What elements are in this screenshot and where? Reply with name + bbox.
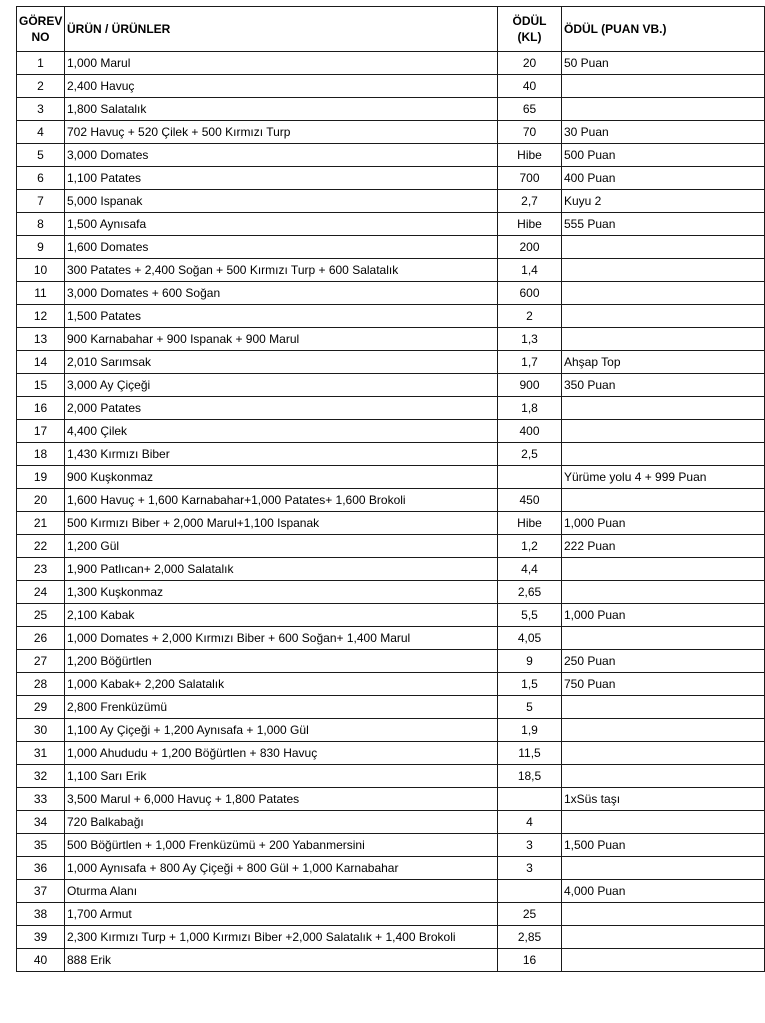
odul-kl-cell: 4,05 bbox=[498, 627, 562, 650]
odul-puan-cell: 555 Puan bbox=[562, 213, 765, 236]
odul-kl-cell: 1,4 bbox=[498, 259, 562, 282]
urun-cell: 1,600 Domates bbox=[65, 236, 498, 259]
odul-puan-cell bbox=[562, 742, 765, 765]
odul-kl-cell: 16 bbox=[498, 949, 562, 972]
odul-puan-cell bbox=[562, 397, 765, 420]
urun-cell: 1,100 Ay Çiçeği + 1,200 Aynısafa + 1,000 Gül bbox=[65, 719, 498, 742]
odul-puan-cell bbox=[562, 328, 765, 351]
gorev-no-cell: 2 bbox=[17, 75, 65, 98]
table-row bbox=[17, 420, 765, 443]
header-gorev-no-line1: GÖREV bbox=[19, 14, 63, 28]
urun-cell: 2,100 Kabak bbox=[65, 604, 498, 627]
odul-puan-cell: 1,000 Puan bbox=[562, 512, 765, 535]
urun-cell: 3,000 Domates bbox=[65, 144, 498, 167]
urun-cell: 3,500 Marul + 6,000 Havuç + 1,800 Patates bbox=[65, 788, 498, 811]
gorev-no-cell: 21 bbox=[17, 512, 65, 535]
odul-puan-cell: 400 Puan bbox=[562, 167, 765, 190]
urun-cell: 1,700 Armut bbox=[65, 903, 498, 926]
gorev-no-cell: 28 bbox=[17, 673, 65, 696]
table-row bbox=[17, 696, 765, 719]
odul-puan-cell: 222 Puan bbox=[562, 535, 765, 558]
urun-cell: 720 Balkabağı bbox=[65, 811, 498, 834]
urun-cell: 1,200 Böğürtlen bbox=[65, 650, 498, 673]
odul-kl-cell: 900 bbox=[498, 374, 562, 397]
header-row bbox=[17, 7, 765, 52]
odul-puan-cell bbox=[562, 765, 765, 788]
urun-cell: 500 Böğürtlen + 1,000 Frenküzümü + 200 Yabanmersini bbox=[65, 834, 498, 857]
gorev-no-cell: 23 bbox=[17, 558, 65, 581]
table-row bbox=[17, 926, 765, 949]
urun-cell: 1,500 Patates bbox=[65, 305, 498, 328]
odul-kl-cell: 600 bbox=[498, 282, 562, 305]
odul-puan-cell bbox=[562, 857, 765, 880]
urun-cell: 4,400 Çilek bbox=[65, 420, 498, 443]
gorev-no-cell: 12 bbox=[17, 305, 65, 328]
odul-puan-cell: 750 Puan bbox=[562, 673, 765, 696]
odul-kl-cell: Hibe bbox=[498, 213, 562, 236]
odul-puan-cell: 500 Puan bbox=[562, 144, 765, 167]
urun-cell: 2,300 Kırmızı Turp + 1,000 Kırmızı Biber +2,000 Salatalık + 1,400 Brokoli bbox=[65, 926, 498, 949]
table-row bbox=[17, 719, 765, 742]
table-row bbox=[17, 627, 765, 650]
odul-puan-cell bbox=[562, 98, 765, 121]
gorev-no-cell: 31 bbox=[17, 742, 65, 765]
urun-cell: 900 Karnabahar + 900 Ispanak + 900 Marul bbox=[65, 328, 498, 351]
odul-puan-cell bbox=[562, 811, 765, 834]
odul-kl-cell: 70 bbox=[498, 121, 562, 144]
urun-cell: 702 Havuç + 520 Çilek + 500 Kırmızı Turp bbox=[65, 121, 498, 144]
urun-cell: 300 Patates + 2,400 Soğan + 500 Kırmızı Turp + 600 Salatalık bbox=[65, 259, 498, 282]
table-row bbox=[17, 903, 765, 926]
table-row bbox=[17, 121, 765, 144]
urun-cell: 500 Kırmızı Biber + 2,000 Marul+1,100 Ispanak bbox=[65, 512, 498, 535]
odul-puan-cell bbox=[562, 558, 765, 581]
gorev-no-cell: 4 bbox=[17, 121, 65, 144]
odul-kl-cell: 4,4 bbox=[498, 558, 562, 581]
header-urun: ÜRÜN / ÜRÜNLER bbox=[65, 7, 498, 52]
urun-cell: 2,010 Sarımsak bbox=[65, 351, 498, 374]
odul-kl-cell: 20 bbox=[498, 52, 562, 75]
urun-cell: 1,800 Salatalık bbox=[65, 98, 498, 121]
urun-cell: Oturma Alanı bbox=[65, 880, 498, 903]
gorev-no-cell: 14 bbox=[17, 351, 65, 374]
gorev-no-cell: 17 bbox=[17, 420, 65, 443]
table-row bbox=[17, 742, 765, 765]
gorev-no-cell: 9 bbox=[17, 236, 65, 259]
gorev-no-cell: 27 bbox=[17, 650, 65, 673]
odul-puan-cell: 1,000 Puan bbox=[562, 604, 765, 627]
table-row bbox=[17, 98, 765, 121]
table-row bbox=[17, 466, 765, 489]
gorev-no-cell: 3 bbox=[17, 98, 65, 121]
gorev-no-cell: 18 bbox=[17, 443, 65, 466]
odul-puan-cell bbox=[562, 259, 765, 282]
gorev-no-cell: 10 bbox=[17, 259, 65, 282]
odul-puan-cell bbox=[562, 696, 765, 719]
gorev-no-cell: 15 bbox=[17, 374, 65, 397]
header-odul-kl-line2: (KL) bbox=[517, 30, 542, 44]
odul-kl-cell: 11,5 bbox=[498, 742, 562, 765]
odul-kl-cell: 1,7 bbox=[498, 351, 562, 374]
table-row bbox=[17, 512, 765, 535]
odul-kl-cell: 2,65 bbox=[498, 581, 562, 604]
gorev-no-cell: 39 bbox=[17, 926, 65, 949]
table-row bbox=[17, 236, 765, 259]
odul-kl-cell: 2,5 bbox=[498, 443, 562, 466]
header-odul-puan: ÖDÜL (PUAN VB.) bbox=[562, 7, 765, 52]
gorev-no-cell: 5 bbox=[17, 144, 65, 167]
odul-puan-cell bbox=[562, 420, 765, 443]
table-body bbox=[17, 52, 765, 972]
gorev-no-cell: 37 bbox=[17, 880, 65, 903]
table-row bbox=[17, 190, 765, 213]
urun-cell: 1,600 Havuç + 1,600 Karnabahar+1,000 Patates+ 1,600 Brokoli bbox=[65, 489, 498, 512]
odul-kl-cell: 2 bbox=[498, 305, 562, 328]
odul-kl-cell: 2,7 bbox=[498, 190, 562, 213]
odul-kl-cell: 65 bbox=[498, 98, 562, 121]
gorev-no-cell: 29 bbox=[17, 696, 65, 719]
odul-puan-cell: 30 Puan bbox=[562, 121, 765, 144]
odul-kl-cell: 25 bbox=[498, 903, 562, 926]
urun-cell: 1,430 Kırmızı Biber bbox=[65, 443, 498, 466]
urun-cell: 1,000 Aynısafa + 800 Ay Çiçeği + 800 Gül + 1,000 Karnabahar bbox=[65, 857, 498, 880]
odul-kl-cell: 4 bbox=[498, 811, 562, 834]
urun-cell: 1,300 Kuşkonmaz bbox=[65, 581, 498, 604]
odul-kl-cell: 200 bbox=[498, 236, 562, 259]
odul-puan-cell bbox=[562, 443, 765, 466]
table-row bbox=[17, 834, 765, 857]
urun-cell: 2,400 Havuç bbox=[65, 75, 498, 98]
odul-kl-cell: 1,2 bbox=[498, 535, 562, 558]
urun-cell: 1,900 Patlıcan+ 2,000 Salatalık bbox=[65, 558, 498, 581]
odul-puan-cell bbox=[562, 282, 765, 305]
odul-puan-cell bbox=[562, 627, 765, 650]
odul-puan-cell: 4,000 Puan bbox=[562, 880, 765, 903]
odul-puan-cell bbox=[562, 489, 765, 512]
gorev-no-cell: 7 bbox=[17, 190, 65, 213]
urun-cell: 888 Erik bbox=[65, 949, 498, 972]
table-row bbox=[17, 788, 765, 811]
table-row bbox=[17, 397, 765, 420]
odul-kl-cell: Hibe bbox=[498, 512, 562, 535]
gorev-no-cell: 38 bbox=[17, 903, 65, 926]
urun-cell: 1,100 Patates bbox=[65, 167, 498, 190]
odul-puan-cell: 50 Puan bbox=[562, 52, 765, 75]
odul-kl-cell: 700 bbox=[498, 167, 562, 190]
urun-cell: 1,000 Marul bbox=[65, 52, 498, 75]
table-row bbox=[17, 489, 765, 512]
gorev-no-cell: 8 bbox=[17, 213, 65, 236]
table-row bbox=[17, 213, 765, 236]
odul-kl-cell: 1,5 bbox=[498, 673, 562, 696]
urun-cell: 2,800 Frenküzümü bbox=[65, 696, 498, 719]
table-row bbox=[17, 535, 765, 558]
table-row bbox=[17, 811, 765, 834]
odul-kl-cell: 9 bbox=[498, 650, 562, 673]
odul-kl-cell: 3 bbox=[498, 857, 562, 880]
odul-kl-cell: 5,5 bbox=[498, 604, 562, 627]
odul-puan-cell bbox=[562, 926, 765, 949]
urun-cell: 1,000 Domates + 2,000 Kırmızı Biber + 600 Soğan+ 1,400 Marul bbox=[65, 627, 498, 650]
table-row bbox=[17, 75, 765, 98]
gorev-no-cell: 24 bbox=[17, 581, 65, 604]
odul-puan-cell bbox=[562, 305, 765, 328]
urun-cell: 1,500 Aynısafa bbox=[65, 213, 498, 236]
odul-puan-cell: Ahşap Top bbox=[562, 351, 765, 374]
odul-kl-cell: 400 bbox=[498, 420, 562, 443]
table-row bbox=[17, 374, 765, 397]
gorev-no-cell: 16 bbox=[17, 397, 65, 420]
odul-kl-cell: 5 bbox=[498, 696, 562, 719]
gorev-no-cell: 32 bbox=[17, 765, 65, 788]
odul-puan-cell: Kuyu 2 bbox=[562, 190, 765, 213]
header-odul-kl-line1: ÖDÜL bbox=[512, 14, 547, 28]
urun-cell: 1,100 Sarı Erik bbox=[65, 765, 498, 788]
urun-cell: 3,000 Ay Çiçeği bbox=[65, 374, 498, 397]
table-row bbox=[17, 144, 765, 167]
odul-kl-cell: 2,85 bbox=[498, 926, 562, 949]
header-odul-kl bbox=[498, 7, 562, 52]
table-row bbox=[17, 857, 765, 880]
gorev-no-cell: 25 bbox=[17, 604, 65, 627]
task-table bbox=[16, 6, 765, 972]
odul-kl-cell: Hibe bbox=[498, 144, 562, 167]
odul-kl-cell bbox=[498, 880, 562, 903]
table-row bbox=[17, 880, 765, 903]
table-row bbox=[17, 604, 765, 627]
table-row bbox=[17, 558, 765, 581]
urun-cell: 1,000 Ahududu + 1,200 Böğürtlen + 830 Havuç bbox=[65, 742, 498, 765]
urun-cell: 1,000 Kabak+ 2,200 Salatalık bbox=[65, 673, 498, 696]
table-row bbox=[17, 259, 765, 282]
odul-kl-cell: 40 bbox=[498, 75, 562, 98]
gorev-no-cell: 30 bbox=[17, 719, 65, 742]
table-row bbox=[17, 443, 765, 466]
gorev-no-cell: 36 bbox=[17, 857, 65, 880]
table-row bbox=[17, 673, 765, 696]
odul-puan-cell bbox=[562, 75, 765, 98]
gorev-no-cell: 26 bbox=[17, 627, 65, 650]
odul-kl-cell: 1,3 bbox=[498, 328, 562, 351]
gorev-no-cell: 19 bbox=[17, 466, 65, 489]
header-gorev-no-line2: NO bbox=[31, 30, 50, 44]
odul-kl-cell: 450 bbox=[498, 489, 562, 512]
gorev-no-cell: 35 bbox=[17, 834, 65, 857]
header-gorev-no bbox=[17, 7, 65, 52]
gorev-no-cell: 11 bbox=[17, 282, 65, 305]
odul-puan-cell: 250 Puan bbox=[562, 650, 765, 673]
gorev-no-cell: 20 bbox=[17, 489, 65, 512]
gorev-no-cell: 40 bbox=[17, 949, 65, 972]
urun-cell: 1,200 Gül bbox=[65, 535, 498, 558]
odul-puan-cell bbox=[562, 719, 765, 742]
table-row bbox=[17, 650, 765, 673]
gorev-no-cell: 6 bbox=[17, 167, 65, 190]
odul-puan-cell bbox=[562, 581, 765, 604]
urun-cell: 3,000 Domates + 600 Soğan bbox=[65, 282, 498, 305]
odul-puan-cell bbox=[562, 236, 765, 259]
odul-kl-cell bbox=[498, 466, 562, 489]
odul-puan-cell bbox=[562, 949, 765, 972]
gorev-no-cell: 33 bbox=[17, 788, 65, 811]
table-row bbox=[17, 305, 765, 328]
table-row bbox=[17, 581, 765, 604]
odul-kl-cell: 3 bbox=[498, 834, 562, 857]
table-row bbox=[17, 765, 765, 788]
gorev-no-cell: 22 bbox=[17, 535, 65, 558]
table-row bbox=[17, 167, 765, 190]
odul-puan-cell: 350 Puan bbox=[562, 374, 765, 397]
odul-kl-cell: 18,5 bbox=[498, 765, 562, 788]
table-row bbox=[17, 52, 765, 75]
gorev-no-cell: 1 bbox=[17, 52, 65, 75]
table-row bbox=[17, 949, 765, 972]
odul-puan-cell: 1xSüs taşı bbox=[562, 788, 765, 811]
odul-puan-cell: Yürüme yolu 4 + 999 Puan bbox=[562, 466, 765, 489]
table-row bbox=[17, 351, 765, 374]
table-row bbox=[17, 328, 765, 351]
odul-puan-cell: 1,500 Puan bbox=[562, 834, 765, 857]
odul-kl-cell bbox=[498, 788, 562, 811]
table-row bbox=[17, 282, 765, 305]
odul-kl-cell: 1,9 bbox=[498, 719, 562, 742]
urun-cell: 2,000 Patates bbox=[65, 397, 498, 420]
odul-kl-cell: 1,8 bbox=[498, 397, 562, 420]
gorev-no-cell: 34 bbox=[17, 811, 65, 834]
odul-puan-cell bbox=[562, 903, 765, 926]
urun-cell: 900 Kuşkonmaz bbox=[65, 466, 498, 489]
gorev-no-cell: 13 bbox=[17, 328, 65, 351]
urun-cell: 5,000 Ispanak bbox=[65, 190, 498, 213]
